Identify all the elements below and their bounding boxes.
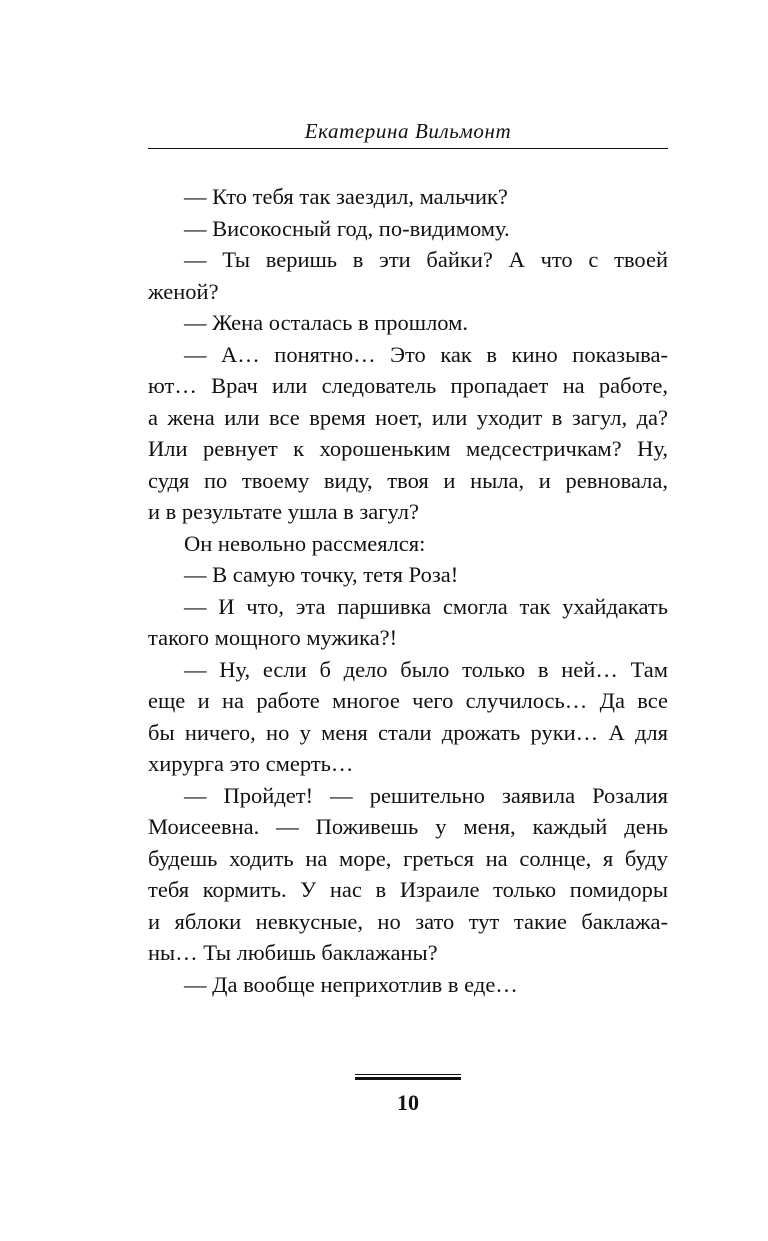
text-line: — Жена осталась в прошлом.: [184, 310, 468, 335]
body-text: [148, 181, 668, 1000]
text-line: — Високосный год, по-видимому.: [184, 215, 510, 241]
text-line: Моисеевна. — Поживешь у меня, каждый день: [148, 814, 668, 839]
text-line: — И что, эта паршивка смогла так ухайдакать: [184, 593, 668, 619]
text-line: — Ты веришь в эти байки? А что с твоей: [184, 247, 668, 272]
text-line: — Пройдет! — решительно заявила Розалия: [184, 782, 668, 808]
footer-double-rule: [355, 1074, 461, 1080]
text-line: бы ничего, но у меня стали дрожать руки… А для: [148, 719, 668, 745]
text-line: а жена или все время ноет, или уходит в загул, да?: [148, 404, 668, 430]
text-line: женой?: [148, 278, 219, 304]
header-rule: [148, 148, 668, 149]
text-line: — Да вообще неприхотлив в еде…: [184, 971, 518, 997]
text-line: хирурга это смерть…: [148, 751, 354, 776]
text-line: и в результате ушла в загул?: [148, 499, 419, 524]
text-line: будешь ходить на море, греться на солнце, я буду: [148, 845, 668, 871]
text-line: — Ну, если б дело было только в ней… Там: [184, 656, 668, 682]
text-line: такого мощного мужика?!: [148, 625, 398, 650]
text-line: тебя кормить. У нас в Израиле только помидоры: [148, 877, 668, 902]
footer-rule-thin: [355, 1074, 461, 1075]
text-line: еще и на работе многое чего случилось… Да все: [148, 688, 668, 713]
text-line: — А… понятно… Это как в кино показыва-: [184, 341, 668, 367]
page-number: 10: [397, 1090, 419, 1115]
running-head-author: Екатерина Вильмонт: [304, 119, 512, 143]
text-line: судя по твоему виду, твоя и ныла, и ревновала,: [148, 467, 668, 493]
text-line: ют… Врач или следователь пропадает на работе,: [148, 373, 668, 398]
text-line: Он невольно рассмеялся:: [184, 530, 426, 556]
text-line: — Кто тебя так заездил, мальчик?: [184, 184, 508, 209]
text-line: — В самую точку, тетя Роза!: [184, 562, 459, 587]
text-line: и яблоки невкусные, но зато тут такие баклажа-: [148, 908, 668, 934]
footer-rule-thick: [355, 1077, 461, 1080]
text-line: ны… Ты любишь баклажаны?: [148, 940, 438, 965]
text-line: Или ревнует к хорошеньким медсестричкам? Ну,: [148, 436, 668, 461]
